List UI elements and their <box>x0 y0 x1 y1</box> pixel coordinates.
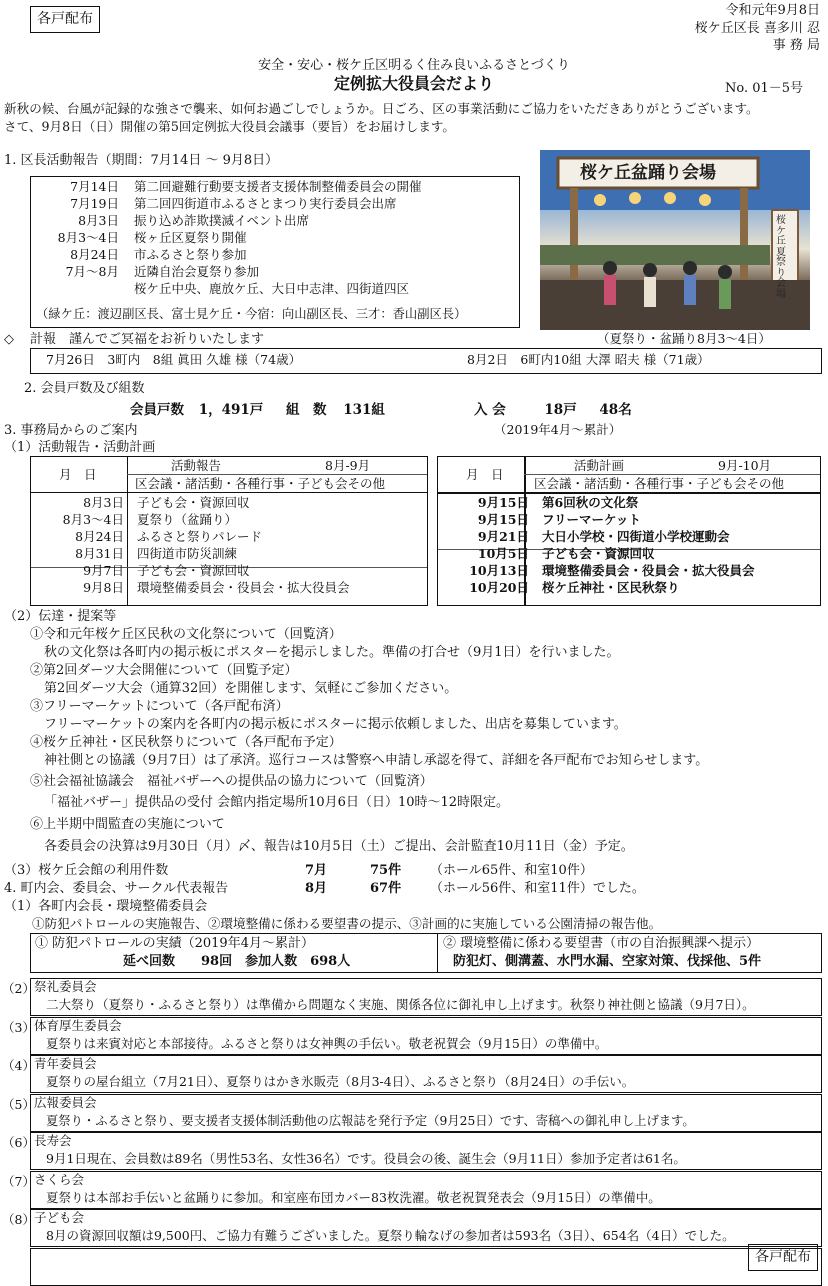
plan-date-header: 月 日 <box>466 467 504 482</box>
activity-row: 8月3～4日 桜ヶ丘区夏祭り開催 <box>57 230 247 246</box>
festival-photo <box>540 150 810 330</box>
committee-number: （8） <box>2 1212 35 1227</box>
committee-number: （3） <box>2 1019 35 1035</box>
committee-item <box>2 1055 822 1093</box>
committee-body: 8月の資源回収額は9,500円、ご協力有難うございました。夏祭り輪なげの参加者は593名（3日）、654名（4日）でした。 <box>46 1228 735 1243</box>
committee-body: 夏祭り・ふるさと祭り、要支援者支援体制活動他の広報誌を発行予定（9月25日）です、寄稿への御礼申し上げます。 <box>46 1113 695 1128</box>
section-2-heading: 2. 会員戸数及び組数 <box>24 381 145 396</box>
committee-name: さくら会 <box>34 1171 85 1187</box>
photo-sign-text: 桜ケ丘夏祭り会場 <box>776 215 786 300</box>
page-title: 定例拡大役員会だより <box>333 74 494 93</box>
distribution-stamp: 各戸配布 <box>30 6 100 33</box>
committee-item <box>2 1132 822 1170</box>
intro-line-1: 新秋の候、台風が記録的な強さで襲来、如何お過ごしでしょうか。日ごろ、区の事業活動にご協力をいただきありがとうございます。 <box>4 101 759 116</box>
patrol-request-box <box>30 933 822 973</box>
activity-row: 桜ケ丘中央、鹿放ケ丘、大日中志津、四街道四区 <box>134 281 410 297</box>
notice-title: ①令和元年桜ケ丘区民秋の文化祭について（回覧済） <box>30 627 342 642</box>
section-1-heading: 1. 区長活動報告（期間：7月14日 ～ 9月8日） <box>4 153 279 168</box>
committee-name: 体育厚生委員会 <box>34 1017 122 1033</box>
subsection-4-1: （1）各町内会長・環境整備委員会 <box>4 899 208 914</box>
patrol-body: 延べ回数 98回 参加人数 698人 <box>123 954 351 969</box>
intro-line-2: さて、9月8日（日）開催の第5回定例拡大役員会議事（要旨）をお届けします。 <box>4 119 455 134</box>
report-row: 8月24日 ふるさと祭りパレード <box>75 529 263 545</box>
request-title: ② 環境整備に係わる要望書（市の自治振興課へ提示） <box>443 936 760 951</box>
report-title: 活動報告 <box>171 458 222 473</box>
committee-name: 広報委員会 <box>34 1094 97 1110</box>
obituary-entry-2: 8月2日 6町内10組 大澤 昭夫 様（71歳） <box>467 352 710 367</box>
notice-body: フリーマーケットの案内を各町内の掲示板にポスターに掲示依頼しました、出店を募集しています。 <box>44 716 627 732</box>
notice-title: ④桜ケ丘神社・区民秋祭りについて（各戸配布予定） <box>30 734 342 750</box>
activity-row: 8月24日 市ふるさと祭り参加 <box>70 247 247 263</box>
activity-row: 7月14日 第二回避難行動要支援者支援体制整備委員会の開催 <box>70 179 422 195</box>
subsection-3-2: （2）伝達・提案等 <box>4 609 117 624</box>
hall-usage-label: （3）桜ケ丘会館の利用件数 <box>4 863 169 878</box>
committee-item <box>2 978 822 1016</box>
author: 桜ケ丘区長 喜多川 忍 <box>694 20 820 36</box>
join-value: 18戸 <box>544 402 577 418</box>
activity-plan-table <box>437 456 821 606</box>
photo-banner-text: 桜ケ丘盆踊り会場 <box>580 163 716 183</box>
join-label: 入 会 <box>474 402 506 418</box>
committee-name: 子ども会 <box>34 1210 85 1225</box>
office: 事 務 局 <box>772 38 820 54</box>
plan-row: 10月5日 子ども会・資源回収 <box>477 546 655 562</box>
membership-period: （2019年4月～累計） <box>494 422 622 437</box>
join-stats <box>474 401 632 419</box>
plan-row: 9月15日 フリーマーケット <box>477 512 641 528</box>
plan-row: 9月15日 第6回秋の文化祭 <box>477 495 639 511</box>
patrol-title: ① 防犯パトロールの実績（2019年4月～累計） <box>35 936 314 951</box>
join-groups: 48名 <box>599 402 632 418</box>
plan-row: 10月20日 桜ケ丘神社・区民秋祭り <box>469 580 680 596</box>
activity-row: 8月3日 振り込め詐欺撲滅イベント出席 <box>78 213 310 229</box>
plan-row: 10月13日 環境整備委員会・役員会・拡大役員会 <box>469 563 755 579</box>
notice-title: ②第2回ダーツ大会開催について（回覧予定） <box>30 662 298 678</box>
committee-body: 夏祭りは来賓対応と本部接待。ふるさと祭りは女神輿の手伝い。敬老祝賀会（9月15日）の準備中。 <box>46 1035 608 1051</box>
hall-usage-detail-1: （ホール65件、和室10件） <box>430 863 593 878</box>
committee-number: （5） <box>2 1096 35 1112</box>
groups-label: 組 数 <box>285 402 327 418</box>
report-row: 9月8日 環境整備委員会・役員会・拡大役員会 <box>83 580 350 596</box>
committee-body: 夏祭りは本部お手伝いと盆踊りに参加。和室座布団カバー83枚洗濯。敬老祝賀発表会（9月15日）の準備中。 <box>46 1189 661 1205</box>
membership-stats <box>130 401 385 419</box>
committee-body: 二大祭り（夏祭り・ふるさと祭り）は準備から問題なく実施、関係各位に御礼申し上げます。秋祭り神社側と協議（9月7日）。 <box>46 997 755 1012</box>
activity-report-table <box>30 456 428 606</box>
notice-body: 各委員会の決算は9月30日（月）〆、報告は10月5日（土）ご提出、会計監査10月11日（金）予定。 <box>44 839 634 855</box>
members-label: 会員戸数 <box>130 402 184 418</box>
report-row: 9月7日 子ども会・資源回収 <box>83 563 250 579</box>
committee-item <box>2 1017 822 1055</box>
committee-name: 長寿会 <box>34 1133 72 1148</box>
committee-list <box>2 978 822 1286</box>
committee-body: 夏祭りの屋台組立（7月21日）、夏祭りはかき氷販売（8月3-4日）、ふるさと祭り（8月24日）の手伝い。 <box>46 1074 635 1089</box>
report-row: 8月31日 四街道市防災訓練 <box>75 546 238 562</box>
issue-date: 令和元年9月8日 <box>725 3 820 18</box>
hall-usage-month-1: 7月 <box>305 863 328 878</box>
committee-body: 9月1日現在、会員数は89名（男性53名、女性36名）です。役員会の後、誕生会（9月11日）参加予定者は61名。 <box>46 1151 686 1166</box>
notice-body: 秋の文化祭は各町内の掲示板にポスターを掲示しました。準備の打合せ（9月1日）を行いました。 <box>44 644 620 660</box>
vice-chair-note: （緑ケ丘：渡辺副区長、富士見ケ丘・今宿：向山副区長、三才：香山副区長） <box>36 307 467 321</box>
plan-title: 活動計画 <box>574 458 625 473</box>
obituary-entry-1: 7月26日 3町内 8組 眞田 久雄 様（74歳） <box>46 352 302 367</box>
hall-usage-month-2: 8月 <box>305 881 328 896</box>
report-row: 8月3日 子ども会・資源回収 <box>83 495 250 511</box>
obituary-mark: ◇ <box>4 332 14 347</box>
committee-number: （4） <box>2 1058 35 1073</box>
report-subtitle: 区会議・諸活動・各種行事・子ども会その他 <box>135 476 386 491</box>
committee-item <box>2 1248 822 1286</box>
committee-item <box>2 1094 822 1132</box>
subsection-3-1: （1）活動報告・活動計画 <box>4 440 156 455</box>
request-body: 防犯灯、側溝蓋、水門水漏、空家対策、伐採他、5件 <box>453 954 762 969</box>
distribution-stamp-bottom: 各戸配布 <box>748 1244 818 1271</box>
activity-row: 7月～8月 近隣自治会夏祭り参加 <box>65 264 260 280</box>
notice-title: ⑤社会福祉協議会 福祉バザーへの提供品の協力について（回覧済） <box>30 773 433 789</box>
slogan: 安全・安心・桜ケ丘区明るく住み良いふるさとづくり <box>258 58 570 73</box>
issue-number: No. 01－5号 <box>725 81 804 96</box>
committee-name: 青年委員会 <box>34 1056 97 1071</box>
notice-body: 神社側との協議（9月7日）は了承済。巡行コースは警察へ申請し承認を得て、詳細を各戸配布でお知らせします。 <box>44 752 709 768</box>
committee-name: 祭礼委員会 <box>34 979 97 994</box>
section-3-heading: 3. 事務局からのご案内 <box>4 423 138 438</box>
header-meta <box>695 2 820 55</box>
groups-value: 131組 <box>343 402 385 418</box>
report-rows <box>31 495 353 597</box>
notice-title: ③フリーマーケットについて（各戸配布済） <box>30 698 289 714</box>
notice-body: 第2回ダーツ大会（通算32回）を開催します、気軽にご参加ください。 <box>44 680 458 696</box>
hall-usage-count-1: 75件 <box>370 863 402 878</box>
photo-caption: （夏祭り・盆踊り8月3～4日） <box>597 331 771 346</box>
committee-item <box>2 1171 822 1209</box>
subsection-4-1-body: ①防犯パトロールの実施報告、②環境整備に係わる要望書の提示、③計画的に実施している公園清掃の報告他。 <box>32 916 662 931</box>
plan-period: 9月-10月 <box>718 458 772 473</box>
committee-item <box>2 1209 822 1247</box>
plan-rows <box>438 495 758 597</box>
committee-number: （2） <box>2 981 35 996</box>
activity-row: 7月19日 第二回四街道市ふるさとまつり実行委員会出席 <box>70 196 397 212</box>
plan-subtitle: 区会議・諸活動・各種行事・子ども会その他 <box>534 476 785 491</box>
hall-usage-count-2: 67件 <box>370 881 402 896</box>
report-period: 8月-9月 <box>325 458 371 473</box>
activity-list <box>32 179 425 298</box>
notice-list <box>30 626 708 856</box>
report-row: 8月3～4日 夏祭り（盆踊り） <box>62 512 238 528</box>
committee-number: （6） <box>2 1135 35 1150</box>
section-4-heading: 4. 町内会、委員会、サークル代表報告 <box>4 881 229 896</box>
members-value: 1，491戸 <box>198 402 264 418</box>
notice-title: ⑥上半期中間監査の実施について <box>30 817 225 833</box>
notice-body: 「福祉バザー」提供品の受付 会館内指定場所10月6日（日）10時～12時限定。 <box>44 795 510 811</box>
report-date-header: 月 日 <box>59 467 97 482</box>
committee-number: （7） <box>2 1173 35 1189</box>
obituary-heading: 計報 謹んでご冥福をお祈りいたします <box>30 332 265 347</box>
plan-row: 9月21日 大日小学校・四街道小学校運動会 <box>477 529 730 545</box>
hall-usage-detail-2: （ホール56件、和室11件）でした。 <box>430 881 645 896</box>
